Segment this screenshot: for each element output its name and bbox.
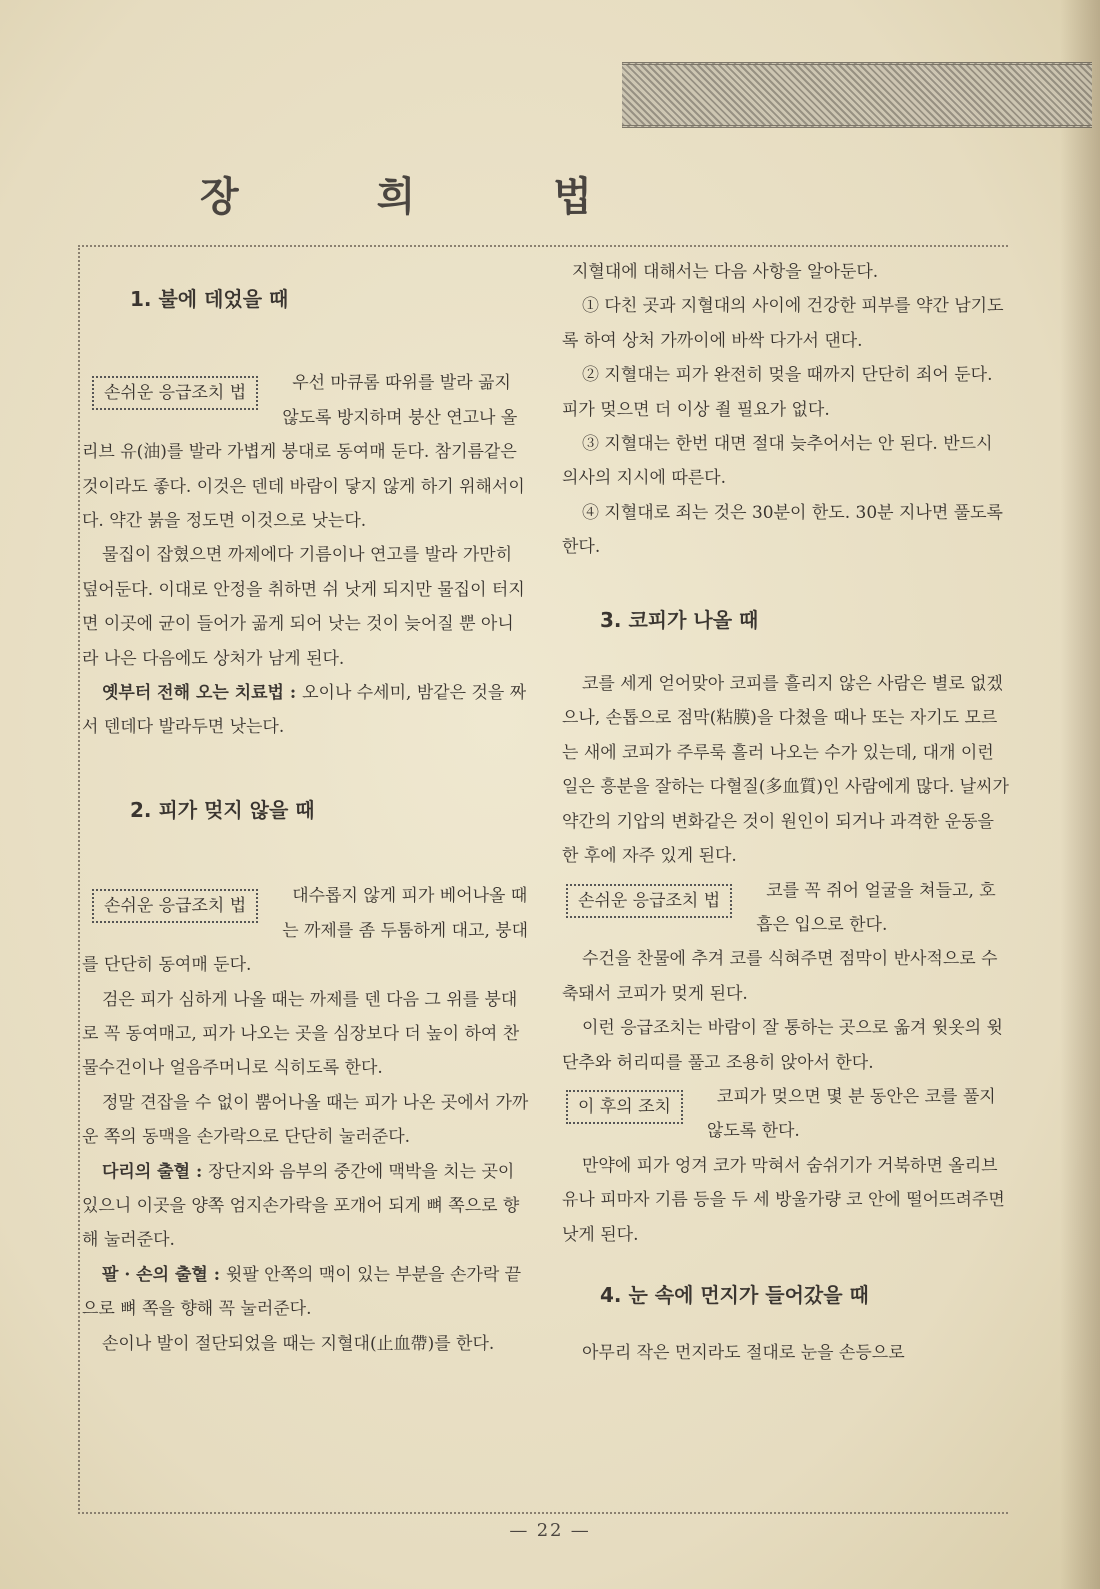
section-3-intro	[562, 874, 1010, 943]
section-2-box-label: 손쉬운 응급조치 법	[92, 889, 258, 923]
folk-remedy-text: 오이나 수세미, 밤같은 것을 짜서 덴데다 발라두면 낫는다.	[82, 683, 527, 738]
tourniquet-item-4: ④ 지혈대로 죄는 것은 30분이 한도. 30분 지나면 풀도록 한다.	[562, 502, 1003, 558]
section-2-paragraph-5	[82, 1258, 530, 1327]
tourniquet-item-1: ① 다친 곳과 지혈대의 사이에 건강한 피부를 약간 남기도록 하여 상처 가까이에 바싹 다가서 댄다.	[562, 296, 1004, 351]
arm-bleeding-label: 팔 · 손의 출혈 :	[102, 1264, 226, 1285]
right-column	[562, 255, 1010, 1371]
section-1-paragraph-2: 물집이 잡혔으면 까제에다 기름이나 연고를 발라 가만히 덮어둔다. 이대로 안정을 취하면 쉬 낫게 되지만 물집이 터지면 이곳에 균이 들어가 곪게 되어 낫는 것이 늦어질 뿐 아니라 나은 다음에도 상처가 남게 된다.	[82, 545, 525, 669]
section-2-paragraph-4	[82, 1155, 530, 1258]
section-2-paragraph-1: 대수롭지 않게 피가 베어나올 때는 까제를 좀 두툼하게 대고, 붕대를 단단히 동여매 둔다.	[82, 886, 529, 976]
section-1-box-label: 손쉬운 응급조치 법	[92, 376, 258, 410]
arm-bleeding-text: 윗팔 안쪽의 맥이 있는 부분을 손가락 끝으로 뼈 쪽을 향해 꼭 눌러준다.	[82, 1264, 522, 1320]
tourniquet-item-2: ② 지혈대는 피가 완전히 멎을 때까지 단단히 죄어 둔다. 피가 멎으면 더 이상 죌 필요가 없다.	[562, 365, 993, 420]
tourniquet-item-3: ③ 지혈대는 한번 대면 절대 늦추어서는 안 된다. 반드시 의사의 지시에 따른다.	[562, 434, 993, 489]
section-2-paragraph-6: 손이나 발이 절단되었을 때는 지혈대(止血帶)를 한다.	[102, 1333, 495, 1354]
section-2-heading: 2. 피가 멎지 않을 때	[130, 797, 315, 822]
section-2-intro	[82, 879, 530, 982]
section-1-heading: 1. 불에 데었을 때	[130, 287, 289, 311]
page-title: 장 희 법	[200, 173, 654, 220]
section-3-paragraph-4: 이런 응급조치는 바람이 잘 통하는 곳으로 옮겨 윗옷의 윗단추와 허리띠를 풀고 조용히 앉아서 한다.	[562, 1018, 1003, 1073]
section-3-paragraph-6: 만약에 피가 엉겨 코가 막혀서 숨쉬기가 거북하면 올리브 유나 피마자 기름 등을 두 세 방울가량 코 안에 떨어뜨려주면 낫게 된다.	[562, 1155, 1005, 1245]
page-number: — 22 —	[509, 1520, 591, 1541]
section-3-paragraph-5: 코피가 멎으면 몇 분 동안은 코를 풀지 않도록 한다.	[706, 1086, 996, 1142]
folk-remedy-label: 옛부터 전해 오는 치료법 :	[102, 683, 303, 704]
section-3-heading: 3. 코피가 나올 때	[600, 607, 759, 632]
section-1-paragraph-3	[82, 676, 530, 745]
tourniquet-intro: 지혈대에 대해서는 다음 사항을 알아둔다.	[572, 262, 879, 282]
section-4-heading: 4. 눈 속에 먼지가 들어갔을 때	[600, 1282, 869, 1307]
section-4-paragraph-1: 아무리 작은 먼지라도 절대로 눈을 손등으로	[582, 1343, 905, 1364]
section-2-paragraph-3: 정말 견잡을 수 없이 뿜어나올 때는 피가 나온 곳에서 가까운 쪽의 동맥을 손가락으로 단단히 눌러준다.	[82, 1092, 529, 1148]
section-2-paragraph-2: 검은 피가 심하게 나올 때는 까제를 덴 다음 그 위를 붕대로 꼭 동여매고, 피가 나오는 곳을 심장보다 더 높이 하여 찬 물수건이나 얼음주머니로 식히도록 한다.	[82, 989, 520, 1079]
left-column	[82, 262, 530, 1361]
section-1-paragraph-1: 우선 마큐롬 따위를 발라 곪지 않도록 방지하며 붕산 연고나 올리브 유(油)를 발라 가볍게 붕대로 동여매 둔다. 참기름같은 것이라도 좋다. 이것은 덴데 바람이 닿지 않게 하기 위해서이다. 약간 붉을 정도면 이것으로 낫는다.	[82, 373, 525, 532]
section-1-intro	[82, 366, 530, 538]
leg-bleeding-text: 장단지와 음부의 중간에 맥박을 치는 곳이 있으니 이곳을 양쪽 엄지손가락을 포개어 되게 뼈 쪽으로 향해 눌러준다.	[82, 1161, 520, 1251]
section-3-paragraph-2: 코를 꼭 쥐어 얼굴을 쳐들고, 호흡은 입으로 한다.	[756, 880, 996, 935]
decorative-header-band	[622, 62, 1092, 128]
section-3-aftercare-label: 이 후의 조치	[566, 1090, 683, 1124]
section-3-paragraph-1: 코를 세게 얻어맞아 코피를 흘리지 않은 사람은 별로 없겠으나, 손톱으로 점막(粘膜)을 다쳤을 때나 또는 자기도 모르는 새에 코피가 주루룩 흘러 나오는 수가 있는데, 대개 이런 일은 흥분을 잘하는 다혈질(多血質)인 사람에게 많다. 날씨가 약간의 기압의 변화같은 것이 원인이 되거나 과격한 운동을 한 후에 자주 있게 된다.	[562, 674, 1009, 867]
leg-bleeding-label: 다리의 출혈 :	[102, 1161, 209, 1182]
section-3-paragraph-3: 수건을 찬물에 추겨 코를 식혀주면 점막이 반사적으로 수축돼서 코피가 멎게 된다.	[562, 949, 998, 1004]
section-3-box-label: 손쉬운 응급조치 법	[566, 884, 732, 918]
section-3-aftercare	[562, 1080, 1010, 1149]
page-edge-shadow	[1060, 0, 1100, 1589]
